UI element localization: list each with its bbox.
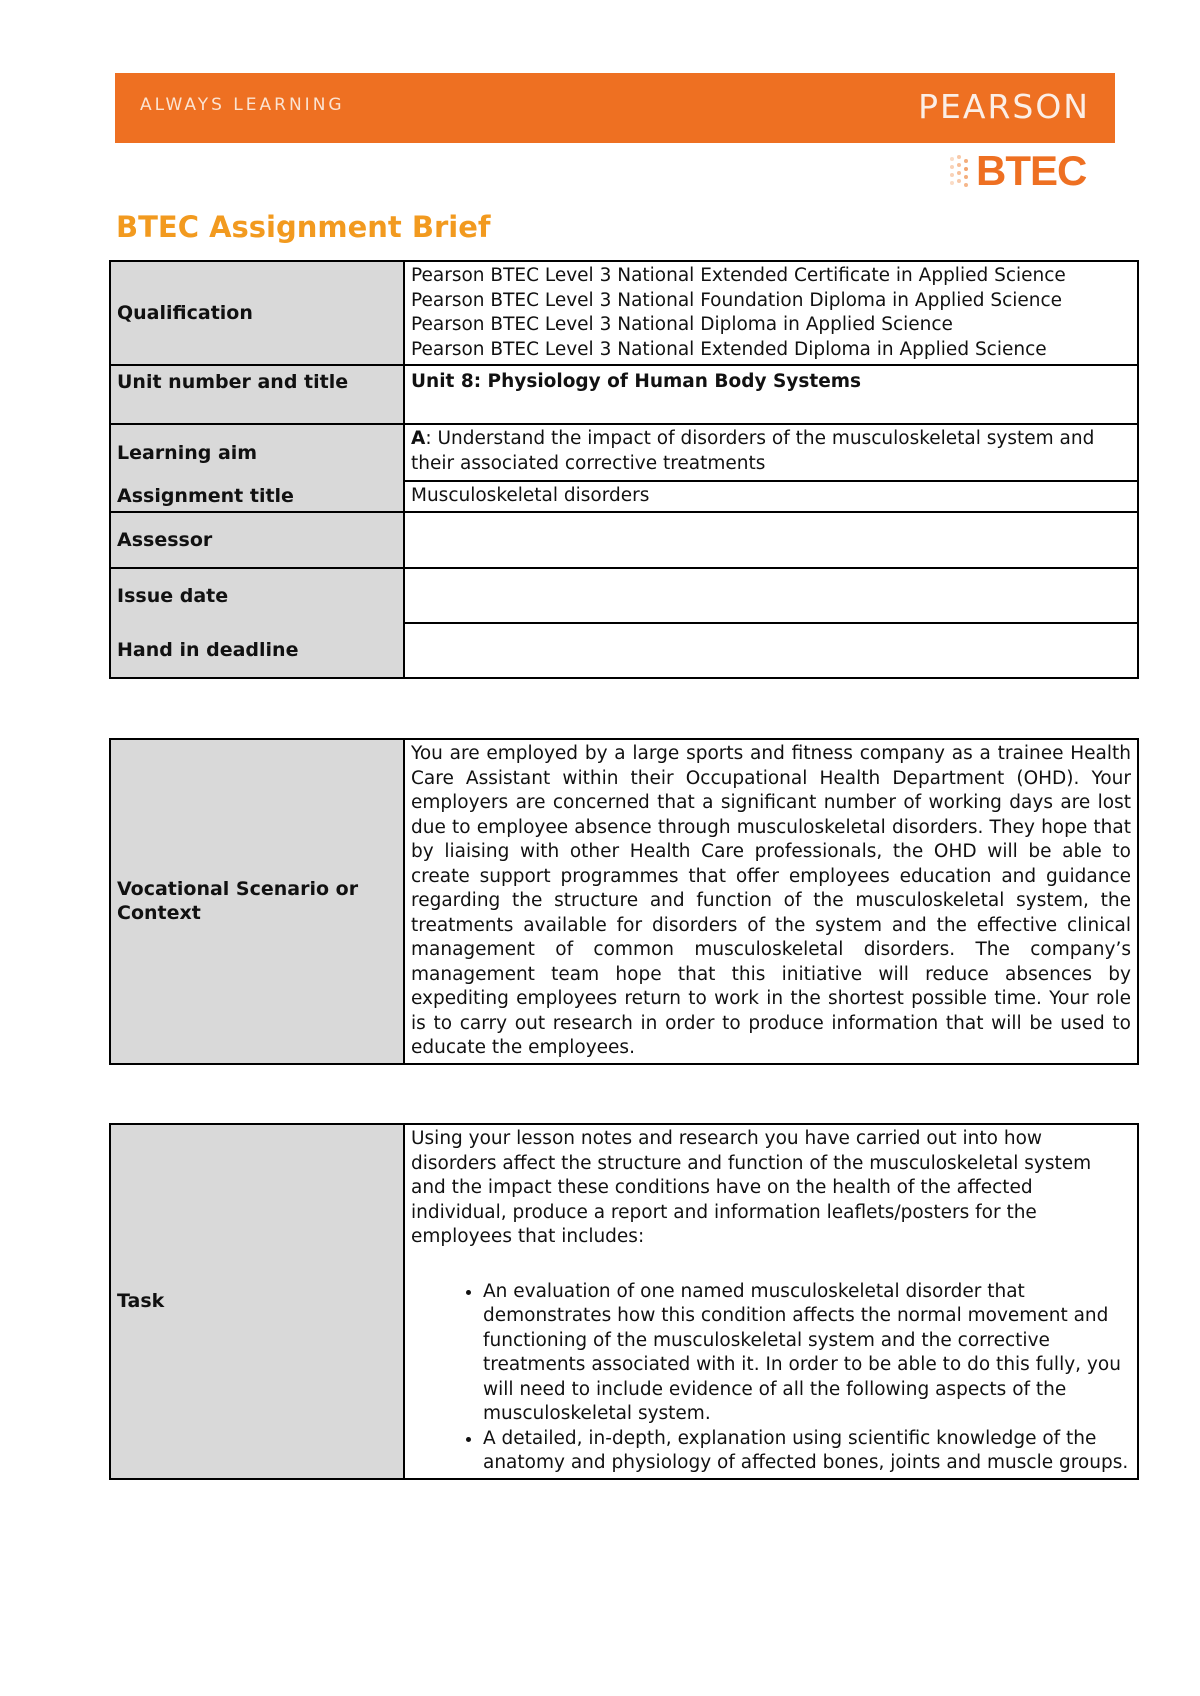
scenario-text: You are employed by a large sports and fitness company as a trainee Health Care Assistant within their Occupational Health Department (OHD). Your employers are concerned that a significant number of working days are lost due to employee absence through musculoskeletal disorders. They hope that by liaising with other Health Care professionals, the OHD will be able to create support programmes that offer employees education and guidance regarding the structure and function of the musculoskeletal system, the treatments available for disorders of the system and the effective clinical management of common musculoskeletal disorders. The company’s management team hope that this initiative will reduce absences by expediting employees return to work in the shortest possible time. Your role is to carry out research in order to produce information that will be used to educate the employees. [404,739,1138,1064]
row-hand-in-deadline [110,623,1138,678]
assessor-label: Assessor [110,512,404,568]
details-table [109,260,1139,679]
row-assignment-title [110,481,1138,512]
hand-in-deadline-value[interactable] [404,623,1138,678]
qualification-line: Pearson BTEC Level 3 National Foundation Diploma in Applied Science [411,289,1063,311]
assignment-title-value: Musculoskeletal disorders [404,481,1138,512]
row-scenario [110,739,1138,1064]
row-unit [110,365,1138,424]
assessor-value[interactable] [404,512,1138,568]
learning-aim-label: Learning aim [110,424,404,481]
qualification-value [404,261,1138,365]
task-bullet: • An evaluation of one named musculoskeletal disorder that demonstrates how this condition affects the normal movement and functioning of the musculoskeletal system and the corrective treatments associated with it. In order to be able to do this fully, you will need to include evidence of all the following aspects of the musculoskeletal system. [483,1280,1131,1427]
assignment-title-label: Assignment title [110,481,404,512]
pearson-logo: PEARSON [918,87,1090,126]
qualification-label: Qualification [110,261,404,365]
page-title: BTEC Assignment Brief [116,210,491,244]
task-bullet: • A detailed, in-depth, explanation using scientific knowledge of the anatomy and physiology of affected bones, joints and muscle groups. [483,1427,1131,1476]
issue-date-label: Issue date [110,568,404,623]
task-label: Task [110,1124,404,1479]
hand-in-deadline-label: Hand in deadline [110,623,404,678]
btec-wordmark: BTEC [976,147,1087,194]
qualification-line: Pearson BTEC Level 3 National Diploma in Applied Science [411,314,953,335]
header-banner [115,73,1115,143]
task-table [109,1123,1139,1480]
row-task [110,1124,1138,1479]
qualification-line: Pearson BTEC Level 3 National Extended Diploma in Applied Science [411,338,1047,360]
row-qualification [110,261,1138,365]
task-intro: Using your lesson notes and research you have carried out into how disorders affect the structure and function of the musculoskeletal system and the impact these conditions have on the health of the affected individual, produce a report and information leaflets/posters for the employees that includes: [411,1128,1092,1247]
qualification-line: Pearson BTEC Level 3 National Extended Certificate in Applied Science [411,265,1066,286]
btec-logo [948,146,1086,196]
unit-label: Unit number and title [110,365,404,424]
row-issue-date [110,568,1138,623]
tagline: ALWAYS LEARNING [140,95,345,115]
scenario-label: Vocational Scenario or Context [110,739,404,1064]
row-learning-aim [110,424,1138,481]
unit-value: Unit 8: Physiology of Human Body Systems [404,365,1138,424]
btec-dots-icon [948,151,974,191]
learning-aim-value [404,424,1138,481]
task-content [404,1124,1138,1479]
task-bullet-list [411,1280,1131,1476]
row-assessor [110,512,1138,568]
learning-aim-text: : Understand the impact of disorders of the musculoskeletal system and their associated corrective treatments [411,428,1095,474]
issue-date-value[interactable] [404,568,1138,623]
scenario-table [109,738,1139,1065]
learning-aim-prefix: A [411,428,426,449]
